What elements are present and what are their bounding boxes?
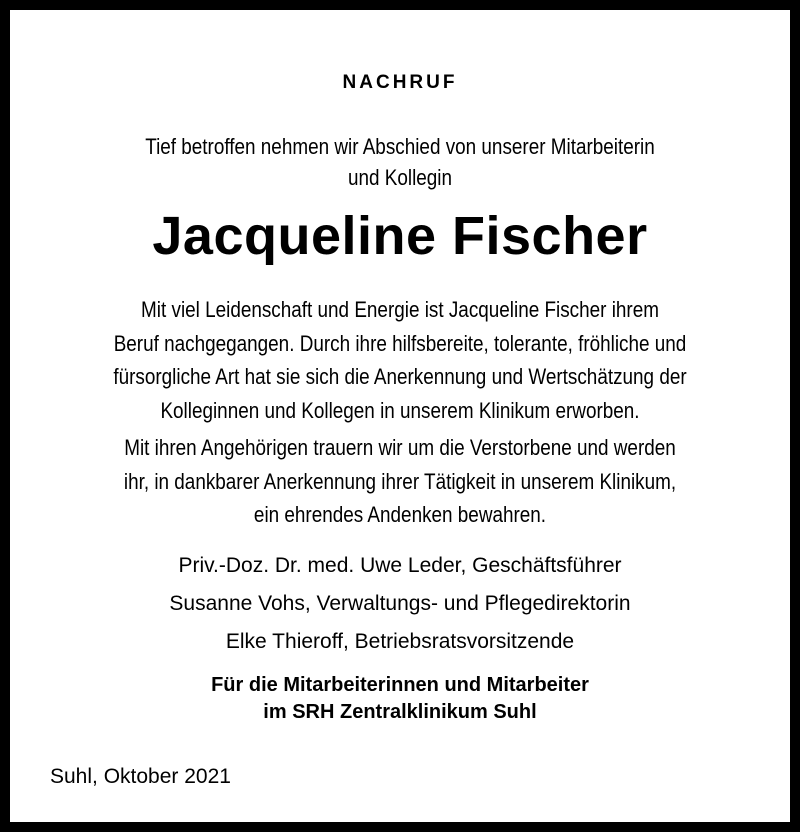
- tribute-paragraph: [72, 293, 727, 427]
- tribute-line: Kolleginnen und Kollegen in unserem Klinikum erworben.: [160, 397, 640, 423]
- organization-line: im SRH Zentralklinikum Suhl: [263, 701, 537, 723]
- deceased-name: Jacqueline Fischer: [152, 206, 648, 266]
- place-date: Suhl, Oktober 2021: [50, 765, 231, 788]
- signatory-managing-director: Priv.-Doz. Dr. med. Uwe Leder, Geschäftsführer: [178, 554, 622, 577]
- intro-text: [72, 131, 727, 193]
- organization-block: [10, 672, 790, 726]
- condolence-line: ein ehrendes Andenken bewahren.: [253, 502, 547, 527]
- signatory-works-council: Elke Thieroff, Betriebsratsvorsitzende: [225, 630, 575, 653]
- signatory-administration-director: Susanne Vohs, Verwaltungs- und Pflegedirektorin: [169, 592, 631, 615]
- tribute-line: Beruf nachgegangen. Durch ihre hilfsbereite, tolerante, fröhliche und: [113, 330, 687, 356]
- tribute-line: Mit viel Leidenschaft und Energie ist Jacqueline Fischer ihrem: [141, 297, 659, 322]
- condolence-paragraph: [72, 431, 727, 532]
- intro-line: Tief betroffen nehmen wir Abschied von unserer Mitarbeiterin: [145, 134, 655, 159]
- notice-heading: NACHRUF: [342, 72, 458, 93]
- organization-line: Für die Mitarbeiterinnen und Mitarbeiter: [211, 674, 589, 696]
- intro-line: und Kollegin: [347, 165, 453, 190]
- condolence-line: Mit ihren Angehörigen trauern wir um die Verstorbene und werden: [124, 435, 676, 460]
- condolence-line: ihr, in dankbarer Anerkennung ihrer Tätigkeit in unserem Klinikum,: [123, 468, 677, 494]
- tribute-line: fürsorgliche Art hat sie sich die Anerkennung und Wertschätzung der: [113, 364, 687, 389]
